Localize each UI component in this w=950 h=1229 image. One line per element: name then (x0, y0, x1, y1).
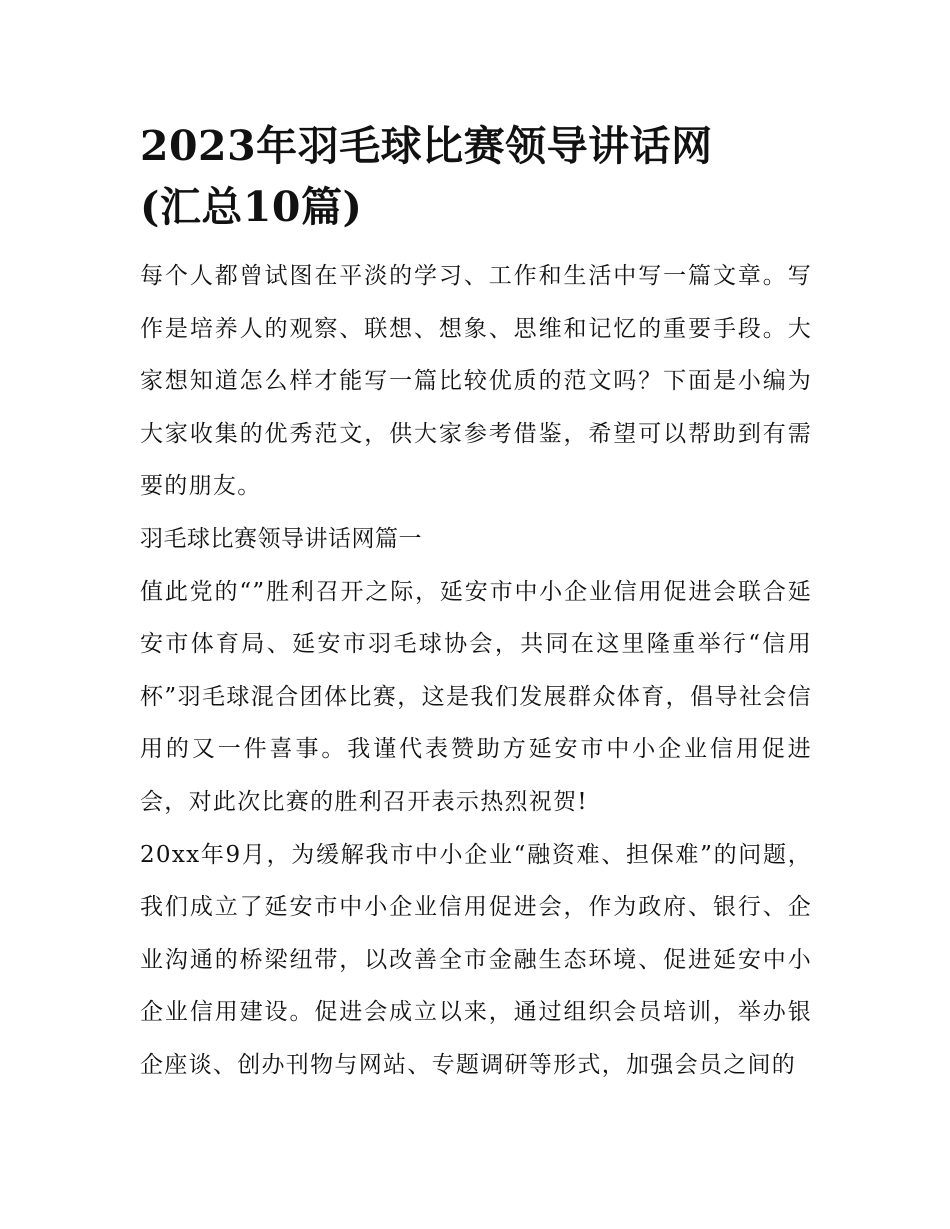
body-paragraph: 值此党的“”胜利召开之际，延安市中小企业信用促进会联合延安市体育局、延安市羽毛球协会，共同在这里隆重举行“信用杯”羽毛球混合团体比赛，这是我们发展群众体育，倡导社会信用的又一件喜事。我谨代表赞助方延安市中小企业信用促进会，对此次比赛的胜利召开表示热烈祝贺! (140, 578, 812, 815)
document-page (140, 116, 812, 1092)
title-line-2: (汇总10篇) (140, 183, 363, 231)
body-paragraph: 20xx年9月，为缓解我市中小企业“融资难、担保难”的问题，我们成立了延安市中小企业信用促进会，作为政府、银行、企业沟通的桥梁纽带，以改善全市金融生态环境、促进延安中小企业信用建设。促进会成立以来，通过组织会员培训，举办银企座谈、创办刊物与网站、专题调研等形式，加强会员之间的 (140, 841, 812, 1078)
title-line-1: 2023年羽毛球比赛领导讲话网 (140, 122, 713, 170)
document-body (140, 250, 812, 1092)
section-heading: 羽毛球比赛领导讲话网篇一 (140, 525, 422, 552)
document-title (140, 116, 812, 238)
intro-paragraph: 每个人都曾试图在平淡的学习、工作和生活中写一篇文章。写作是培养人的观察、联想、想象、思维和记忆的重要手段。大家想知道怎么样才能写一篇比较优质的范文吗？下面是小编为大家收集的优秀范文，供大家参考借鉴，希望可以帮助到有需要的朋友。 (140, 263, 812, 500)
